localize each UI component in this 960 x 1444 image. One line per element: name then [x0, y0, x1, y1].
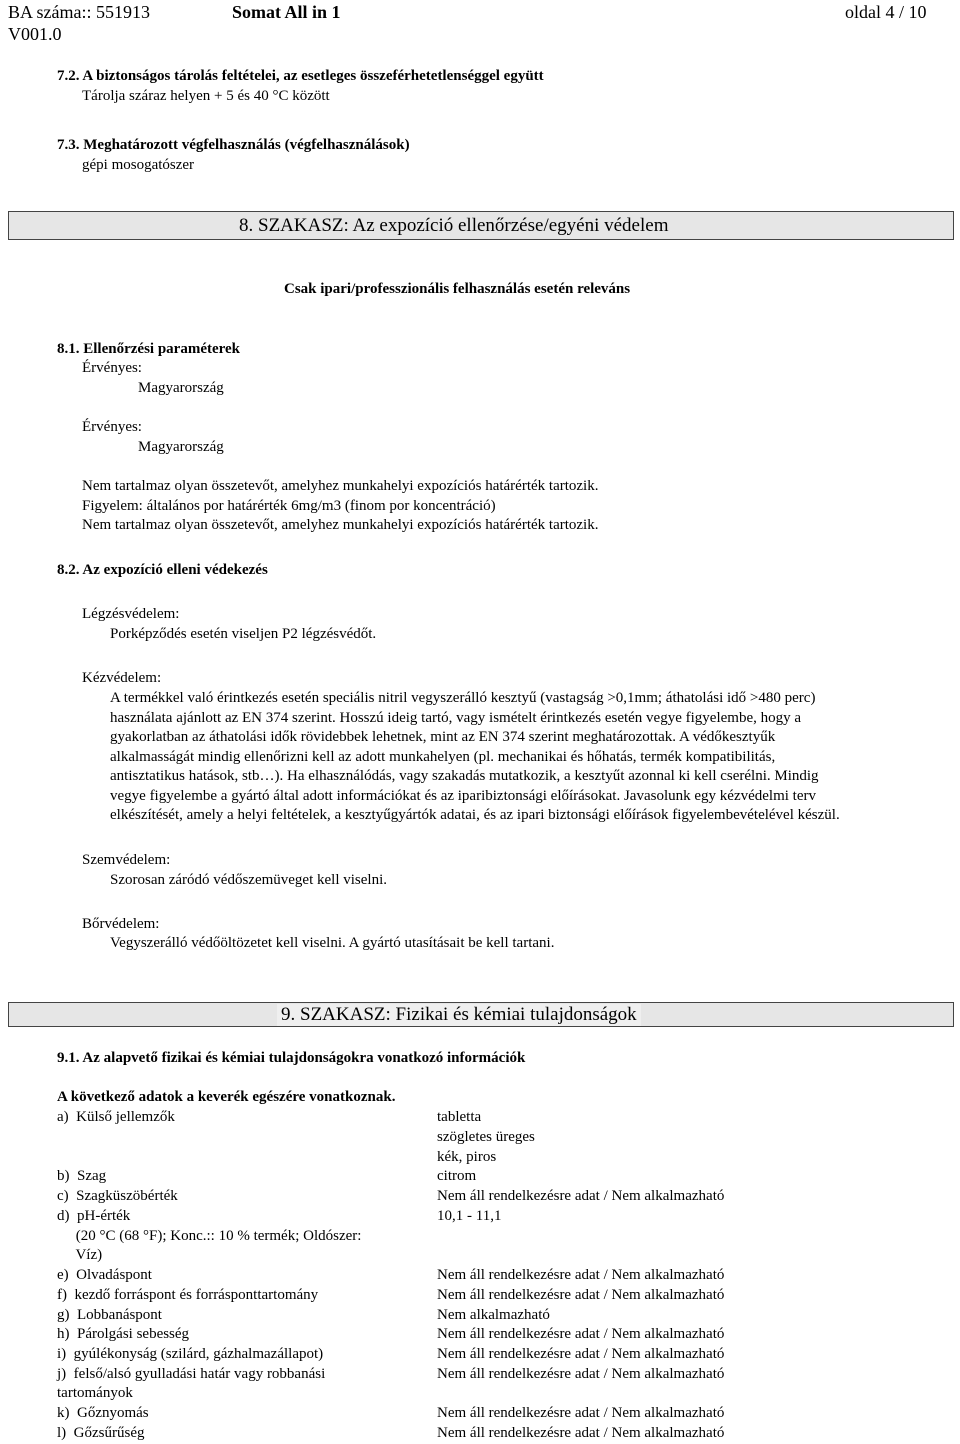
header-page-number: oldal 4 / 10	[845, 2, 927, 22]
property-value: Nem áll rendelkezésre adat / Nem alkalmazható	[437, 1366, 725, 1382]
header-product-name: Somat All in 1	[232, 2, 341, 22]
section-7-3-text: gépi mosogatószer	[82, 157, 195, 173]
section-9-heading: 9. SZAKASZ: Fizikai és kémiai tulajdonságok	[277, 1004, 641, 1026]
section-8-1-title: 8.1. Ellenőrzési paraméterek	[57, 341, 241, 357]
property-value: Nem áll rendelkezésre adat / Nem alkalmazható	[437, 1267, 725, 1283]
property-label: d) pH-érték	[57, 1208, 131, 1224]
respiratory-label: Légzésvédelem:	[82, 606, 180, 622]
property-row	[57, 1403, 947, 1423]
respiratory-text: Porképződés esetén viseljen P2 légzésvédőt.	[110, 626, 377, 642]
exposure-line-1: Nem tartalmaz olyan összetevőt, amelyhez munkahelyi expozíciós határérték tartozik.	[82, 478, 599, 494]
property-row	[57, 1383, 947, 1403]
property-row	[57, 1423, 947, 1443]
section-8-note: Csak ipari/professzionális felhasználás esetén releváns	[284, 281, 631, 297]
hand-line: antisztatikus hatások, stb…). Ha elhasználódás, vagy szakadás mutatkozik, a kesztyűt azonnal ki kell cserélni. Mindig	[110, 768, 819, 784]
property-row	[57, 1206, 947, 1226]
property-row	[57, 1305, 947, 1325]
property-row	[57, 1166, 947, 1186]
property-row	[57, 1245, 947, 1265]
eye-text: Szorosan záródó védőszemüveget kell viselni.	[110, 872, 388, 888]
property-label: a) Külső jellemzők	[57, 1109, 175, 1125]
exposure-line-2: Figyelem: általános por határérték 6mg/m3 (finom por koncentráció)	[82, 498, 496, 514]
property-label: k) Gőznyomás	[57, 1405, 149, 1421]
section-8-2-title: 8.2. Az expozíció elleni védekezés	[57, 562, 268, 578]
section-8-heading: 8. SZAKASZ: Az expozíció ellenőrzése/egyéni védelem	[239, 215, 669, 236]
property-value: kék, piros	[437, 1149, 497, 1165]
section-7-3-title: 7.3. Meghatározott végfelhasználás (végfelhasználások)	[57, 137, 410, 153]
property-value: Nem áll rendelkezésre adat / Nem alkalmazható	[437, 1287, 725, 1303]
property-label: h) Párolgási sebesség	[57, 1326, 190, 1342]
property-label: l) Gőzsűrűség	[57, 1425, 145, 1441]
property-label: tartományok	[57, 1385, 133, 1401]
property-value: Nem áll rendelkezésre adat / Nem alkalmazható	[437, 1346, 725, 1362]
property-value: Nem alkalmazható	[437, 1307, 550, 1323]
hand-line: vegye figyelembe a gyártó által adott információkat és az iparibiztonsági előírásokat. Javasolunk egy kézvédelmi terv	[110, 788, 816, 804]
property-label: i) gyúlékonyság (szilárd, gázhalmazállapot)	[57, 1346, 324, 1362]
property-label: c) Szagküszöbérték	[57, 1188, 178, 1204]
skin-text: Vegyszerálló védőöltözetet kell viselni. A gyártó utasításait be kell tartani.	[110, 935, 555, 951]
property-row	[57, 1344, 947, 1364]
property-row	[57, 1265, 947, 1285]
section-9-heading-bar	[8, 1002, 954, 1027]
property-row	[57, 1186, 947, 1206]
property-row	[57, 1127, 947, 1147]
hand-line: gyakorlatban az áthatolási idők rövidebbek lehetnek, mint az EN 374 szerint meghatározottak. A védőkesztyűk	[110, 729, 776, 745]
exposure-line-3: Nem tartalmaz olyan összetevőt, amelyhez munkahelyi expozíciós határérték tartozik.	[82, 517, 599, 533]
header-version: V001.0	[8, 24, 62, 44]
property-row	[57, 1226, 947, 1246]
property-row	[57, 1364, 947, 1384]
section-8-heading-bar	[8, 211, 954, 240]
hand-line: elkészítését, amely a helyi feltételek, a kesztyűgyártók adatai, és az ipari biztonsági előírások figyelembevételével készül.	[110, 807, 840, 823]
property-row	[57, 1147, 947, 1167]
header-ba-number: BA száma:: 551913	[8, 2, 150, 22]
property-row	[57, 1285, 947, 1305]
hand-line: alkalmasságát mindig ellenőrizni kell az adott munkahelyen (pl. mechanikai és hőhatás, termék kompatibilitás,	[110, 749, 776, 765]
property-row	[57, 1324, 947, 1344]
valid-value-1: Magyarország	[138, 380, 224, 396]
property-label: j) felső/alsó gyulladási határ vagy robbanási	[57, 1366, 326, 1382]
property-value: citrom	[437, 1168, 477, 1184]
skin-label: Bőrvédelem:	[82, 916, 160, 932]
property-row	[57, 1107, 947, 1127]
property-value: Nem áll rendelkezésre adat / Nem alkalmazható	[437, 1326, 725, 1342]
property-label: b) Szag	[57, 1168, 107, 1184]
section-7-2-text: Tárolja száraz helyen + 5 és 40 °C között	[82, 88, 330, 104]
hand-label: Kézvédelem:	[82, 670, 162, 686]
property-value: Nem áll rendelkezésre adat / Nem alkalmazható	[437, 1405, 725, 1421]
property-label: f) kezdő forráspont és forrásponttartomány	[57, 1287, 319, 1303]
property-value: Nem áll rendelkezésre adat / Nem alkalmazható	[437, 1188, 725, 1204]
property-value: tabletta	[437, 1109, 482, 1125]
hand-line: A termékkel való érintkezés esetén speciális nitril vegyszerálló kesztyű (vastagság >0,1mm; áthatolási idő >480 perc)	[110, 690, 816, 706]
property-label: e) Olvadáspont	[57, 1267, 152, 1283]
property-label: (20 °C (68 °F); Konc.:: 10 % termék; Oldószer:	[57, 1228, 362, 1244]
section-7-2-title: 7.2. A biztonságos tárolás feltételei, az esetleges összeférhetetlenséggel együtt	[57, 68, 544, 84]
valid-label-1: Érvényes:	[82, 360, 142, 376]
property-value: 10,1 - 11,1	[437, 1208, 502, 1224]
section-9-1-title: 9.1. Az alapvető fizikai és kémiai tulajdonságokra vonatkozó információk	[57, 1050, 526, 1066]
property-value: szögletes üreges	[437, 1129, 535, 1145]
valid-value-2: Magyarország	[138, 439, 224, 455]
hand-line: használata ajánlott az EN 374 szerint. Hosszú ideig tartó, vagy ismételt érintkezés esetén vegye figyelembe, hogy a	[110, 710, 802, 726]
eye-label: Szemvédelem:	[82, 852, 171, 868]
section-9-intro: A következő adatok a keverék egészére vonatkoznak.	[57, 1089, 396, 1105]
property-label: g) Lobbanáspont	[57, 1307, 162, 1323]
property-label: Víz)	[57, 1247, 103, 1263]
valid-label-2: Érvényes:	[82, 419, 142, 435]
property-value: Nem áll rendelkezésre adat / Nem alkalmazható	[437, 1425, 725, 1441]
